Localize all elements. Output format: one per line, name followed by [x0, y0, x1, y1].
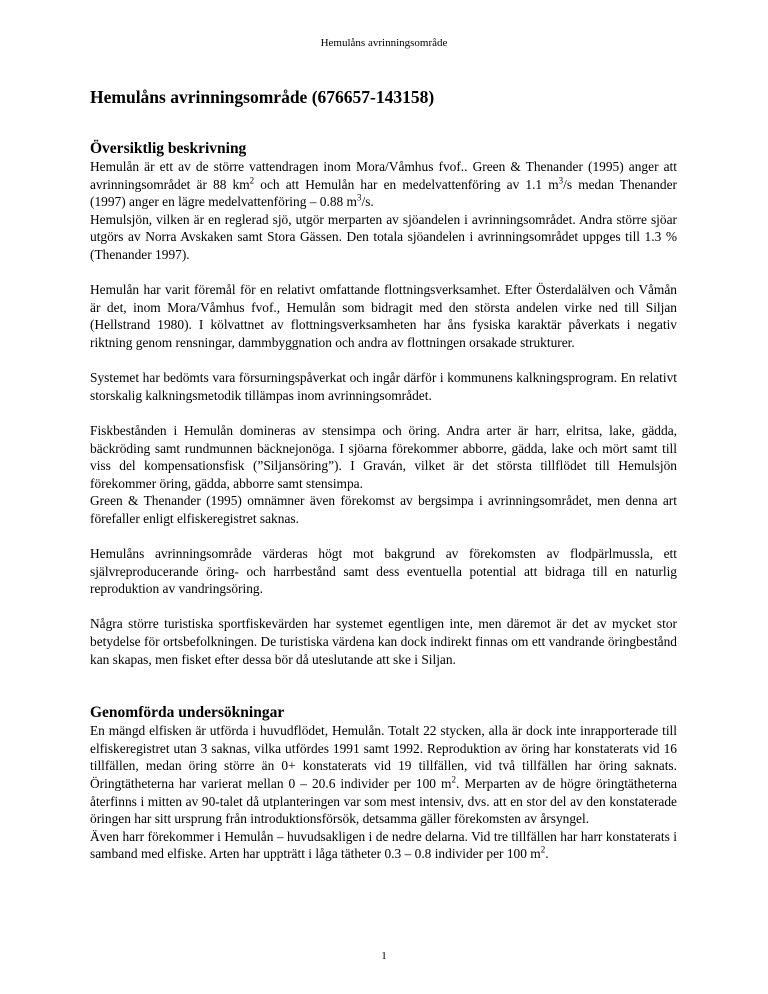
paragraph: Hemulån har varit föremål för en relativt omfattande flottningsverksamhet. Efter Österdalälven och Våmån är det, inom Mora/Våmhus fvof., Hemulån som bidragit med den största andelen virke ned till Siljan (Hellstrand 1980). I kölvattnet av flottningsverksamheten har åns fysiska karaktär påverkats i negativ riktning genom rensningar, dammbyggnation och andra av flottningen orsakade strukturer. [90, 282, 677, 350]
running-header: Hemulåns avrinningsområde [320, 37, 448, 49]
paragraph: Green & Thenander (1995) omnämner även förekomst av bergsimpa i avrinningsområdet, men denna art förefaller enligt elfiskeregistret saknas. [90, 493, 677, 526]
section-heading-surveys: Genomförda undersökningar [90, 704, 285, 722]
paragraph: Hemulåns avrinningsområde värderas högt mot bakgrund av förekomsten av flodpärlmussla, ett självreproducerande öring- och harrbestånd samt dess eventuella potential att bidraga till en naturlig reproduktion av vandringsöring. [90, 546, 677, 597]
paragraph: En mängd elfisken är utförda i huvudflödet, Hemulån. Totalt 22 stycken, alla är dock inte inrapporterade till elfiskeregistret utan 3 saknas, vilka utfördes 1991 samt 1992. Reproduktion av öring har konstaterats vid 16 tillfällen, medan öring större än 0+ konstaterats vid 19 tillfällen, vid två tillfällen har öring saknats. Öringtätheterna har varierat mellan 0 – 20.6 individer per 100 $m^2$. Merparten av de högre öringtätheterna återfinns i mitten av 90-talet då utplanteringen var som mest intensiv, dvs. att en stor del av den konstaterade öringen har sitt ursprung från introduktionsförsök, detsamma gäller förekomsten av årsyngel. [90, 723, 677, 827]
paragraph: Fiskbestånden i Hemulån domineras av stensimpa och öring. Andra arter är harr, elritsa, lake, gädda, bäckröding samt rundmunnen bäcknejonöga. I sjöarna förekommer abborre, gädda, lake och mört samt till viss del kompensationsfisk (”Siljansöring”). I Graván, vilket är det största tillflödet till Hemulsjön förekommer öring, gädda, abborre samt stensimpa. [90, 422, 677, 491]
paragraph: Hemulån är ett av de större vattendragen inom Mora/Våmhus fvof.. Green & Thenander (1995) anger att avrinningsområdet är 88 $km^2$ och att Hemulån har en medelvattenföring av 1.1 $m^3/s$ medan Thenander (1997) anger en lägre medelvattenföring – 0.88 $m^3/s$. [90, 159, 678, 210]
document-title: Hemulåns avrinningsområde (676657-143158) [90, 87, 435, 107]
paragraph: Även harr förekommer i Hemulån – huvudsakligen i de nedre delarna. Vid tre tillfällen har harr konstaterats i samband med elfiske. Arten har uppträtt i låga tätheter 0.3 – 0.8 individer per 100 $m^2$. [90, 828, 677, 862]
section-heading-overview: Översiktlig beskrivning [90, 140, 247, 157]
document-body [90, 86, 677, 863]
paragraph: Systemet har bedömts vara försurningspåverkat och ingår därför i kommunens kalkningsprogram. En relativt storskalig kalkningsmetodik tillämpas inom avrinningsområdet. [90, 370, 677, 403]
page-number: 1 [381, 950, 387, 962]
paragraph: Några större turistiska sportfiskevärden har systemet egentligen inte, men däremot är det av mycket stor betydelse för ortsbefolkningen. De turistiska värdena kan dock indirekt finnas om ett vandrande öringbestånd kan skapas, men fisket efter dessa bör då uteslutande att ske i Siljan. [90, 616, 677, 667]
paragraph: Hemulsjön, vilken är en reglerad sjö, utgör merparten av sjöandelen i avrinningsområdet. Andra större sjöar utgörs av Norra Avskaken samt Stora Gässen. Den totala sjöandelen i avrinningsområdet uppges till 1.3 % (Thenander 1997). [90, 211, 677, 262]
